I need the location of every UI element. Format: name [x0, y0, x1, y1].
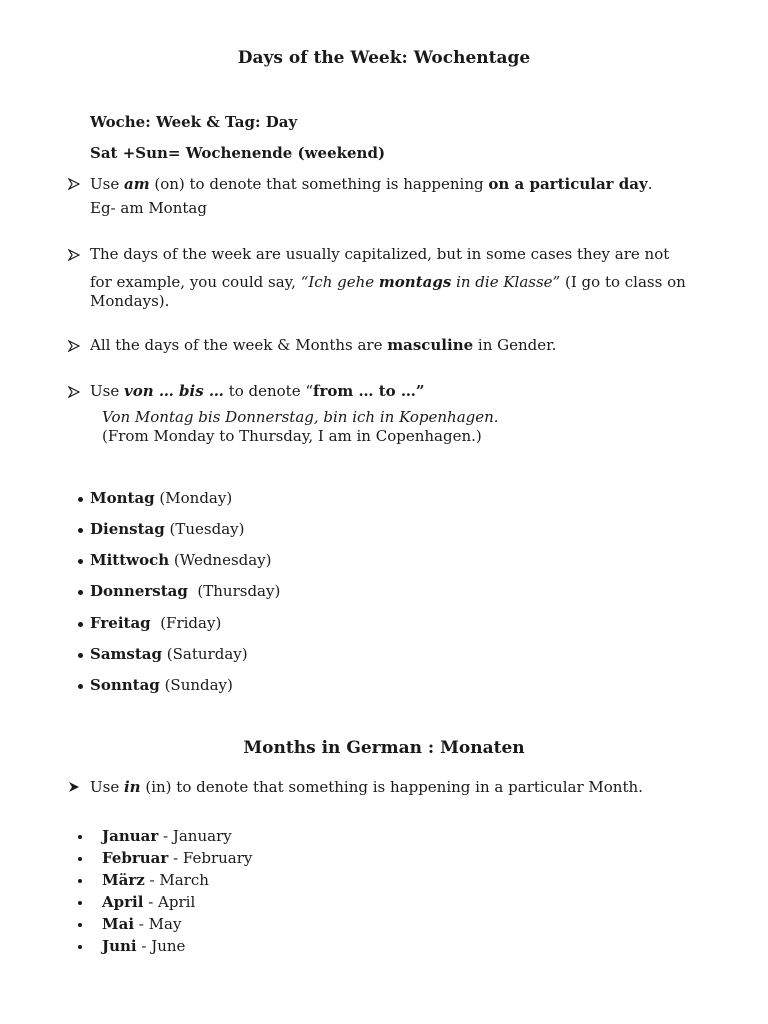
- month-german: April: [102, 893, 144, 911]
- month-german: Mai: [102, 915, 135, 933]
- day-english: (Thursday): [187, 582, 281, 600]
- month-german: Juni: [102, 937, 137, 955]
- list-item: [90, 676, 233, 694]
- round-bullet-icon: [78, 653, 83, 658]
- day-english: (Sunday): [159, 676, 233, 694]
- bullet-in-keyword: in: [123, 778, 141, 796]
- months-section-title: Months in German : Monaten: [243, 738, 525, 758]
- month-english: - April: [143, 893, 196, 911]
- day-english: (Friday): [150, 614, 222, 632]
- round-bullet-icon: [78, 684, 83, 689]
- bullet-caps-p2: (I go to class on: [560, 273, 686, 291]
- bullet-caps-quote-start: “Ich gehe: [300, 273, 379, 291]
- bullet-in-p2: (in) to denote that something is happening in a particular Month.: [140, 778, 643, 796]
- list-item: [102, 915, 181, 933]
- bullet-am-text: [90, 175, 653, 193]
- bullet-vonbis-example-de: Von Montag bis Donnerstag, bin ich in Kopenhagen.: [102, 408, 499, 426]
- list-item: [90, 520, 244, 538]
- month-german: Februar: [102, 849, 169, 867]
- bullet-am-p1: Use: [90, 175, 124, 193]
- bullet-vonbis-example-en: (From Monday to Thursday, I am in Copenhagen.): [102, 427, 482, 445]
- list-item: [102, 937, 185, 955]
- bullet-vonbis-strong: from … to …”: [313, 382, 425, 400]
- vocab-week-day: Woche: Week & Tag: Day: [90, 113, 298, 131]
- day-german: Samstag: [90, 645, 163, 663]
- day-german: Freitag: [90, 614, 151, 632]
- round-bullet-icon: [78, 945, 82, 949]
- bullet-am-strong: on a particular day: [488, 175, 648, 193]
- bullet-gender-text: [90, 336, 556, 354]
- list-item: [102, 871, 209, 889]
- day-german: Dienstag: [90, 520, 165, 538]
- round-bullet-icon: [78, 528, 83, 533]
- list-item: [90, 551, 272, 569]
- day-german: Mittwoch: [90, 551, 170, 569]
- bullet-caps-p1: for example, you could say,: [90, 273, 301, 291]
- bullet-vonbis-text: [90, 382, 425, 400]
- bullet-am-p3: .: [647, 175, 653, 193]
- round-bullet-icon: [78, 901, 82, 905]
- day-german: Sonntag: [90, 676, 160, 694]
- month-english: - June: [136, 937, 186, 955]
- arrowhead-bullet-icon: [68, 178, 80, 190]
- arrowhead-bullet-icon: [68, 340, 80, 352]
- list-item: [90, 614, 221, 632]
- bullet-gender-strong: masculine: [387, 336, 474, 354]
- month-english: - May: [134, 915, 182, 933]
- bullet-am-keyword: am: [123, 175, 150, 193]
- round-bullet-icon: [78, 835, 82, 839]
- arrowhead-bullet-icon: [68, 781, 80, 793]
- day-english: (Wednesday): [169, 551, 272, 569]
- round-bullet-icon: [78, 497, 83, 502]
- bullet-vonbis-p1: Use: [90, 382, 124, 400]
- bullet-gender-p2: in Gender.: [473, 336, 557, 354]
- list-item: [102, 893, 195, 911]
- bullet-caps-line2: [90, 273, 686, 291]
- list-item: [102, 849, 252, 867]
- bullet-caps-line3: Mondays).: [90, 292, 170, 310]
- days-section-title: Days of the Week: Wochentage: [237, 48, 531, 68]
- round-bullet-icon: [78, 590, 83, 595]
- day-english: (Tuesday): [164, 520, 245, 538]
- round-bullet-icon: [78, 879, 82, 883]
- month-english: - February: [168, 849, 253, 867]
- arrowhead-bullet-icon: [68, 249, 80, 261]
- round-bullet-icon: [78, 857, 82, 861]
- bullet-caps-quote-end: in die Klasse”: [451, 273, 561, 291]
- round-bullet-icon: [78, 622, 83, 627]
- bullet-am-p2: (on) to denote that something is happening: [149, 175, 489, 193]
- month-english: - March: [144, 871, 209, 889]
- bullet-caps-quote-strong: montags: [378, 273, 452, 291]
- list-item: [90, 489, 232, 507]
- month-german: März: [102, 871, 145, 889]
- day-german: Donnerstag: [90, 582, 188, 600]
- bullet-am-example: Eg- am Montag: [90, 199, 207, 217]
- bullet-vonbis-keyword: von … bis …: [123, 382, 224, 400]
- arrowhead-bullet-icon: [68, 386, 80, 398]
- month-english: - January: [158, 827, 232, 845]
- list-item: [90, 645, 248, 663]
- vocab-weekend: Sat +Sun= Wochenende (weekend): [90, 144, 386, 162]
- round-bullet-icon: [78, 559, 83, 564]
- bullet-caps-line1: The days of the week are usually capitalized, but in some cases they are not: [90, 245, 670, 263]
- bullet-in-p1: Use: [90, 778, 124, 796]
- list-item: [90, 582, 280, 600]
- month-german: Januar: [102, 827, 159, 845]
- bullet-vonbis-p2: to denote “: [223, 382, 314, 400]
- list-item: [102, 827, 232, 845]
- round-bullet-icon: [78, 923, 82, 927]
- day-german: Montag: [90, 489, 155, 507]
- bullet-gender-p1: All the days of the week & Months are: [90, 336, 388, 354]
- bullet-in-text: [90, 778, 643, 796]
- day-english: (Monday): [154, 489, 233, 507]
- day-english: (Saturday): [162, 645, 248, 663]
